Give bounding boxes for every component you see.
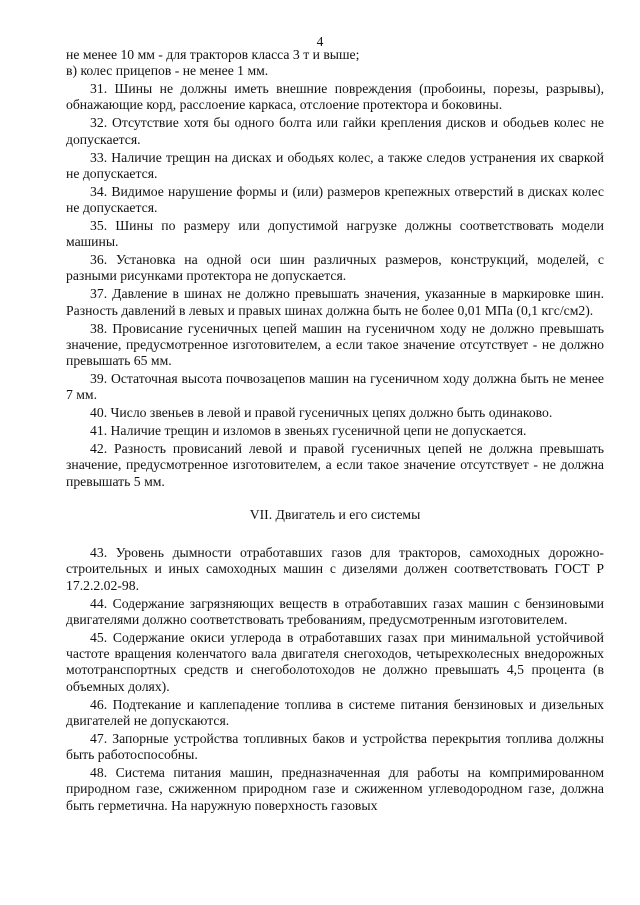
paragraph-item-47: 47. Запорные устройства топливных баков и устройства перекрытия топлива должны быть работоспособны. <box>66 730 604 763</box>
paragraph-item-45: 45. Содержание окиси углерода в отработавших газах при минимальной устойчивой частоте вращения коленчатого вала двигателя снегоходов, четырехколесных внедорожных мототранспортных средств и снегоболотоходов не должно превышать 4,5 процента (в объемных долях). <box>66 629 604 694</box>
paragraph-item-37: 37. Давление в шинах не должно превышать значения, указанные в маркировке шин. Разность давлений в левых и правых шинах должна быть не более 0,01 МПа (0,1 кгс/см2). <box>66 286 604 318</box>
paragraph-item-40: 40. Число звеньев в левой и правой гусеничных цепях должно быть одинаково. <box>90 405 553 421</box>
paragraph-item-44: 44. Содержание загрязняющих веществ в отработавших газах машин с бензиновыми двигателями должно соответствовать требованиям, предусмотренным изготовителем. <box>66 595 604 627</box>
paragraph-item-43: 43. Уровень дымности отработавших газов для тракторов, самоходных дорожно-строительных и иных самоходных машин с дизелями должен соответствовать ГОСТ Р 17.2.2.02-98. <box>66 545 604 593</box>
paragraph-item-41: 41. Наличие трещин и изломов в звеньях гусеничной цепи не допускается. <box>90 423 527 439</box>
paragraph-cont-1: не менее 10 мм - для тракторов класса 3 т и выше; <box>66 47 360 62</box>
paragraph-group-top <box>66 47 604 490</box>
paragraph-item-34: 34. Видимое нарушение формы и (или) размеров крепежных отверстий в дисках колес не допускается. <box>66 183 604 216</box>
paragraph-cont-2: в) колес прицепов - не менее 1 мм. <box>66 63 269 79</box>
paragraph-item-38: 38. Провисание гусеничных цепей машин на гусеничном ходу не должно превышать значение, предусмотренное изготовителем, а если такое значение отсутствует - не должно превышать 65 мм. <box>66 320 604 369</box>
paragraph-group-bottom <box>66 545 604 814</box>
paragraph-item-31: 31. Шины не должны иметь внешние повреждения (пробоины, порезы, разрывы), обнажающие корд, расслоение каркаса, отслоение протектора и боковины. <box>66 81 604 113</box>
paragraph-item-32: 32. Отсутствие хотя бы одного болта или гайки крепления дисков и ободьев колес не допускается. <box>66 115 604 147</box>
paragraph-item-33: 33. Наличие трещин на дисках и ободьях колес, а также следов устранения их сваркой не допускается. <box>66 149 604 181</box>
page-number: 4 <box>316 34 324 49</box>
paragraph-item-39: 39. Остаточная высота почвозацепов машин на гусеничном ходу должна быть не менее 7 мм. <box>66 370 604 403</box>
paragraph-item-36: 36. Установка на одной оси шин различных размеров, конструкций, моделей, с разными рисунками протектора не допускается. <box>66 252 604 284</box>
paragraph-item-35: 35. Шины по размеру или допустимой нагрузке должны соответствовать модели машины. <box>66 217 604 250</box>
document-body <box>66 47 604 814</box>
paragraph-item-42: 42. Разность провисаний левой и правой гусеничных цепей не должна превышать значение, предусмотренное изготовителем, а если такое значение отсутствует - не должна превышать 5 мм. <box>66 440 604 489</box>
paragraph-item-46: 46. Подтекание и каплепадение топлива в системе питания бензиновых и дизельных двигателей не допускаются. <box>66 696 604 728</box>
section-heading: VII. Двигатель и его системы <box>249 506 421 522</box>
paragraph-item-48: 48. Система питания машин, предназначенная для работы на компримированном природном газе, сжиженном природном газе и сжиженном углеводородном газе, должна быть герметична. На наружную поверхность газовых <box>66 764 604 813</box>
